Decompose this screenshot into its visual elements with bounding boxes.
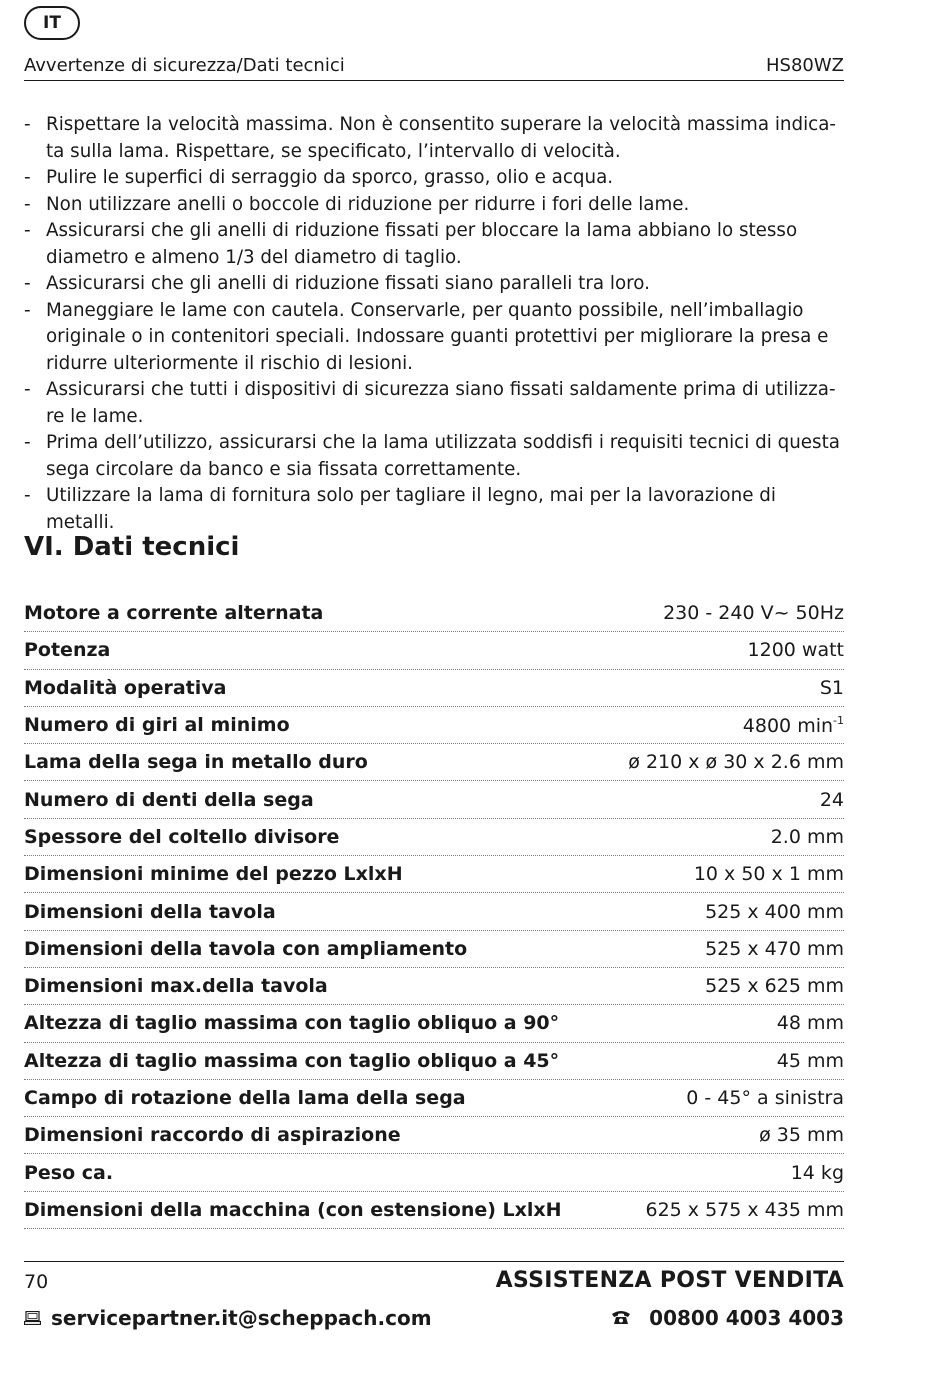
spec-label: Campo di rotazione della lama della sega: [24, 1087, 466, 1109]
spec-value-exponent: -1: [833, 713, 844, 727]
spec-label: Dimensioni max.della tavola: [24, 975, 328, 998]
language-code: IT: [43, 13, 61, 33]
model-number: HS80WZ: [766, 54, 844, 76]
spec-value: [748, 639, 844, 661]
spec-value: [791, 1162, 844, 1184]
spec-label: Dimensioni raccordo di aspirazione: [24, 1124, 401, 1147]
spec-label: Dimensioni della tavola con ampliamento: [24, 937, 468, 960]
bullet-dash: -: [24, 167, 31, 188]
spec-value: [646, 1199, 845, 1221]
spec-value-text: 4800 min: [742, 714, 834, 737]
spec-value-text: 45 mm: [776, 1049, 844, 1072]
bullet-line: sega circolare da banco e sia fissata correttamente.: [46, 458, 522, 480]
bullet-line: ridurre ulteriormente il rischio di lesioni.: [46, 352, 413, 374]
spec-label: Dimensioni della tavola: [24, 900, 276, 923]
technical-data-table: [24, 595, 844, 1229]
spec-value-text: 625 x 575 x 435 mm: [645, 1198, 844, 1221]
spec-value-text: 48 mm: [776, 1012, 844, 1035]
table-row: [24, 968, 844, 1005]
spec-value: [694, 863, 844, 885]
spec-value: [663, 602, 844, 624]
phone-number[interactable]: 00800 4003 4003: [649, 1306, 844, 1330]
spec-value-text: 525 x 625 mm: [705, 975, 844, 998]
spec-value: [743, 714, 844, 737]
bullet-line: Assicurarsi che gli anelli di riduzione fissati siano paralleli tra loro.: [46, 273, 650, 294]
table-row: [24, 707, 844, 744]
bullet-dash: -: [24, 220, 31, 241]
spec-value-text: 0 - 45° a sinistra: [686, 1087, 844, 1109]
spec-label: Motore a corrente alternata: [24, 602, 324, 625]
telephone-icon: [611, 1306, 631, 1330]
spec-value-text: 14 kg: [790, 1161, 844, 1184]
spec-value-text: 230 - 240 V~ 50Hz: [663, 602, 844, 625]
footer-divider: [24, 1261, 844, 1262]
bullet-line: Non utilizzare anelli o boccole di riduzione per ridurre i fori delle lame.: [46, 193, 690, 215]
spec-label: Dimensioni minime del pezzo LxlxH: [24, 863, 403, 886]
table-row: [24, 744, 844, 781]
spec-value-text: 525 x 470 mm: [705, 937, 844, 960]
spec-label: Dimensioni della macchina (con estensione) LxlxH: [24, 1198, 562, 1221]
bullet-line: diametro e almeno 1/3 del diametro di taglio.: [46, 246, 462, 268]
bullet-dash: -: [24, 379, 31, 400]
spec-value: [686, 1087, 844, 1109]
spec-label: Numero di giri al minimo: [24, 714, 290, 737]
spec-label: Spessore del coltello divisore: [24, 825, 340, 848]
table-row: [24, 1080, 844, 1117]
table-row: [24, 632, 844, 669]
service-title: ASSISTENZA POST VENDITA: [495, 1268, 844, 1293]
page-header: [24, 50, 844, 81]
spec-value: [705, 938, 844, 960]
table-row: [24, 1005, 844, 1042]
bullet-line: originale o in contenitori speciali. Indossare guanti protettivi per migliorare la presa e: [46, 326, 829, 347]
bullet-line: Utilizzare la lama di fornitura solo per tagliare il legno, mai per la lavorazione di metalli.: [46, 485, 776, 533]
email-address[interactable]: servicepartner.it@scheppach.com: [51, 1306, 432, 1330]
spec-value-text: 24: [819, 788, 844, 811]
spec-label: Numero di denti della sega: [24, 788, 314, 811]
computer-icon: [24, 1306, 41, 1330]
email-contact: [24, 1306, 432, 1330]
safety-instructions-list: [24, 112, 846, 536]
spec-label: Potenza: [24, 639, 111, 662]
table-row: [24, 1154, 844, 1191]
list-item: [24, 271, 846, 298]
list-item: [24, 298, 846, 378]
spec-label: Lama della sega in metallo duro: [24, 751, 368, 774]
language-badge: [24, 6, 80, 40]
bullet-dash: -: [24, 193, 31, 215]
bullet-dash: -: [24, 299, 31, 321]
table-row: [24, 931, 844, 968]
list-item: [24, 218, 846, 271]
list-item: [24, 192, 846, 219]
bullet-line: Prima dell’utilizzo, assicurarsi che la lama utilizzata soddisfi i requisiti tecnici di questa: [46, 432, 840, 453]
table-row: [24, 819, 844, 856]
spec-label: Altezza di taglio massima con taglio obliquo a 90°: [24, 1012, 560, 1035]
table-row: [24, 1192, 844, 1229]
spec-value-text: 10 x 50 x 1 mm: [693, 863, 844, 886]
spec-value: [705, 901, 844, 923]
list-item: [24, 112, 846, 165]
bullet-dash: -: [24, 114, 31, 135]
spec-value: [777, 1012, 844, 1034]
spec-value: [771, 826, 844, 848]
spec-value: [759, 1124, 844, 1146]
table-row: [24, 781, 844, 818]
bullet-line: Pulire le superfici di serraggio da sporco, grasso, olio e acqua.: [46, 167, 614, 188]
page-number: 70: [24, 1271, 49, 1293]
bullet-line: Maneggiare le lame con cautela. Conservarle, per quanto possibile, nell’imballagio: [46, 299, 804, 321]
table-row: [24, 893, 844, 930]
spec-value-text: ø 35 mm: [759, 1124, 844, 1147]
table-row: [24, 670, 844, 707]
bullet-line: Assicurarsi che tutti i dispositivi di sicurezza siano fissati saldamente prima di utilizza-: [46, 379, 836, 400]
spec-label: Modalità operativa: [24, 676, 227, 699]
section-title: VI. Dati tecnici: [24, 532, 240, 562]
spec-label: Altezza di taglio massima con taglio obliquo a 45°: [24, 1049, 560, 1072]
bullet-line: Assicurarsi che gli anelli di riduzione fissati per bloccare la lama abbiano lo stesso: [46, 220, 798, 241]
spec-value-text: 1200 watt: [747, 639, 844, 662]
table-row: [24, 856, 844, 893]
spec-value-text: S1: [819, 676, 844, 699]
spec-value-text: 525 x 400 mm: [705, 900, 844, 923]
header-title: Avvertenze di sicurezza/Dati tecnici: [24, 54, 345, 76]
list-item: [24, 377, 846, 430]
spec-value: [820, 789, 844, 811]
bullet-dash: -: [24, 432, 31, 453]
table-row: [24, 1043, 844, 1080]
bullet-line: ta sulla lama. Rispettare, se specificato, l’intervallo di velocità.: [46, 140, 621, 162]
spec-value-text: ø 210 x ø 30 x 2.6 mm: [628, 751, 844, 774]
list-item: [24, 430, 846, 483]
bullet-line: re le lame.: [46, 405, 144, 427]
table-row: [24, 595, 844, 632]
table-row: [24, 1117, 844, 1154]
spec-value-text: 2.0 mm: [770, 825, 844, 848]
list-item: [24, 165, 846, 192]
spec-value: [777, 1050, 844, 1072]
phone-contact: [611, 1306, 844, 1330]
spec-value: [820, 677, 844, 699]
bullet-dash: -: [24, 485, 31, 506]
spec-value: [628, 751, 844, 773]
bullet-dash: -: [24, 273, 31, 294]
spec-label: Peso ca.: [24, 1161, 114, 1184]
spec-value: [705, 975, 844, 997]
bullet-line: Rispettare la velocità massima. Non è consentito superare la velocità massima indica-: [46, 114, 837, 135]
